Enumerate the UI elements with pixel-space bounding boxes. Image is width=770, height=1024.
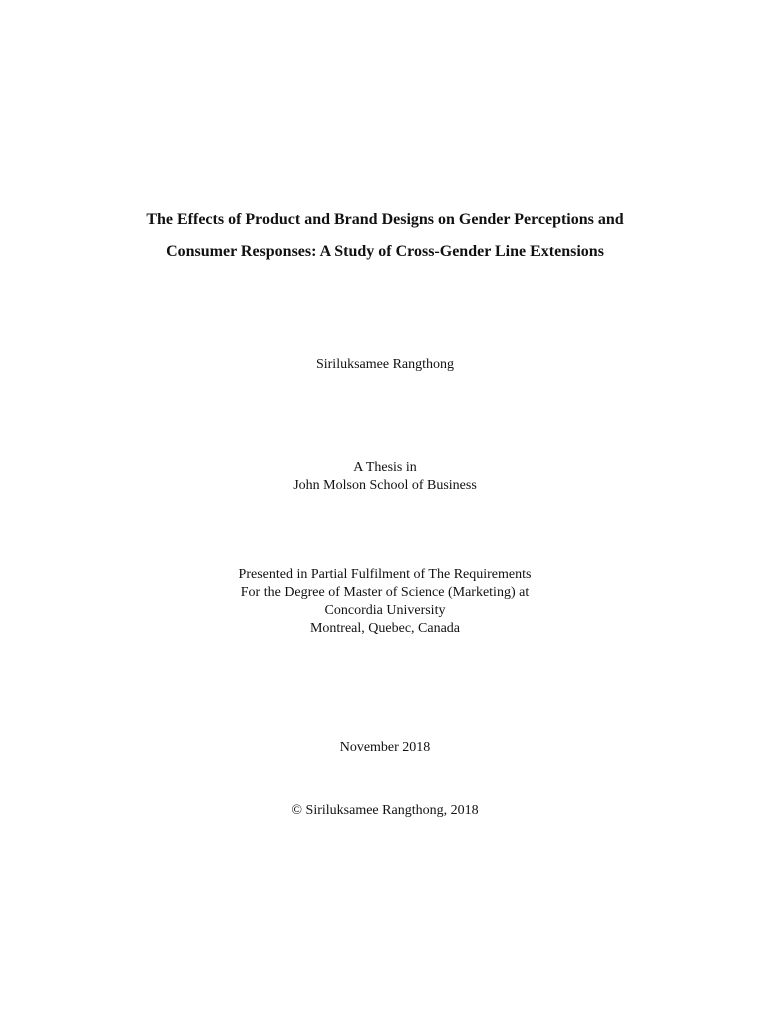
thesis-statement bbox=[0, 459, 770, 495]
degree-line-2: For the Degree of Master of Science (Marketing) at bbox=[240, 585, 530, 600]
copyright-block bbox=[0, 802, 770, 820]
author-name: Siriluksamee Rangthong bbox=[315, 357, 455, 372]
university-location: Montreal, Quebec, Canada bbox=[309, 621, 461, 636]
title-line-1: The Effects of Product and Brand Designs on Gender Perceptions and bbox=[146, 211, 624, 228]
thesis-line-1: A Thesis in bbox=[353, 460, 417, 475]
title-line-2: Consumer Responses: A Study of Cross-Gender Line Extensions bbox=[166, 243, 604, 260]
school-name: John Molson School of Business bbox=[293, 478, 477, 493]
degree-statement bbox=[0, 566, 770, 638]
submission-date: November 2018 bbox=[339, 740, 431, 755]
date-block bbox=[0, 739, 770, 757]
university-name: Concordia University bbox=[324, 603, 446, 618]
degree-line-1: Presented in Partial Fulfilment of The Requirements bbox=[238, 567, 532, 582]
thesis-title bbox=[0, 204, 770, 268]
copyright-notice: © Siriluksamee Rangthong, 2018 bbox=[291, 803, 479, 818]
author-block bbox=[0, 356, 770, 374]
